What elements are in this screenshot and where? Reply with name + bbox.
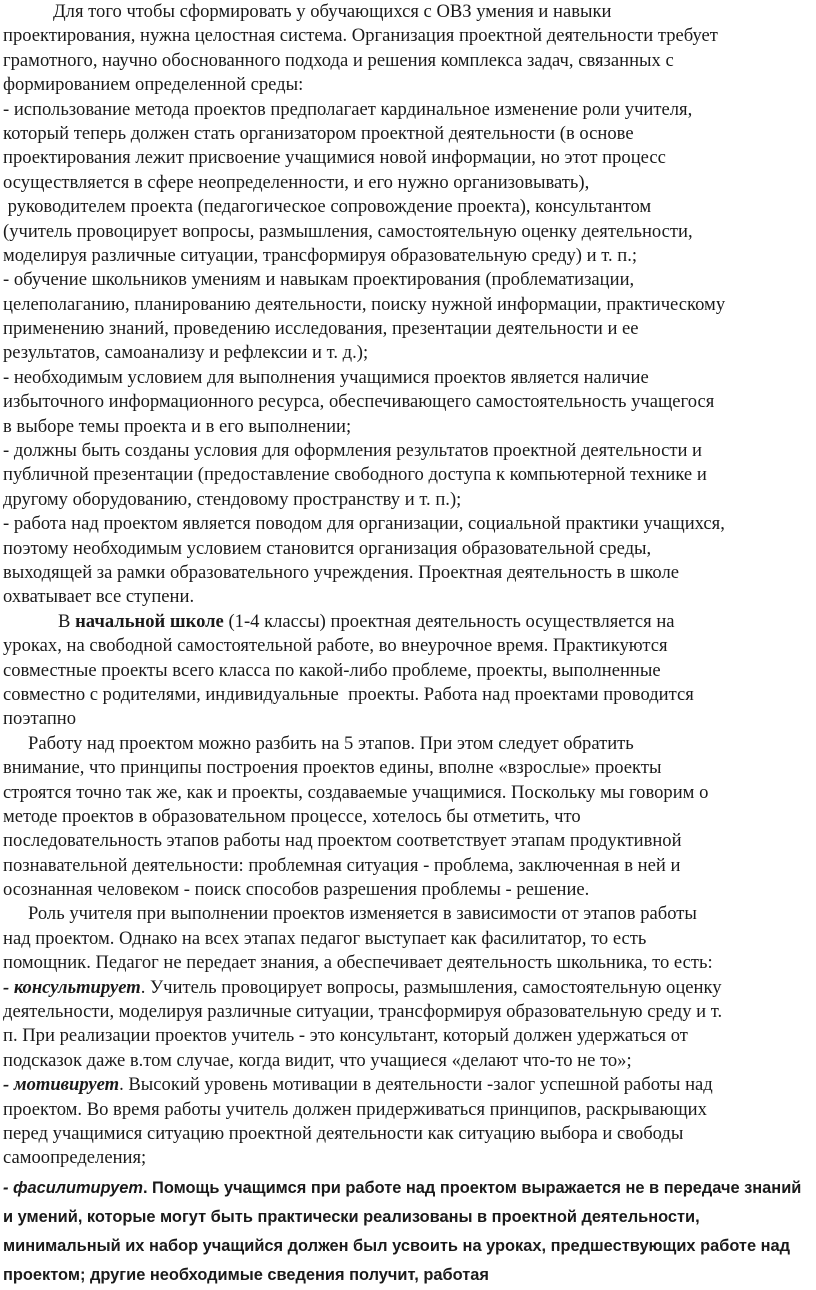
consults-term: - консультирует (3, 976, 141, 998)
text-line: публичной презентации (предоставление свободного доступа к компьютерной технике и (3, 464, 707, 486)
text-line: выходящей за рамки образовательного учреждения. Проектная деятельность в школе (3, 561, 680, 583)
text-line: совместно с родителями, индивидуальные проекты. Работа над проектами проводится (3, 683, 694, 705)
text-line: методе проектов в образовательном процессе, хотелось бы отметить, что (3, 805, 581, 827)
item-facilitates (3, 1174, 815, 1290)
text-line: - необходимым условием для выполнения учащимися проектов является наличие (3, 366, 649, 388)
document-page (3, 0, 815, 1290)
text-line: строятся точно так же, как и проекты, создаваемые учащимися. Поскольку мы говорим о (3, 781, 709, 803)
text-line: осознанная человеком - поиск способов разрешения проблемы - решение. (3, 879, 590, 901)
text-line: - использование метода проектов предполагает кардинальное изменение роли учителя, (3, 98, 693, 120)
text-line: применению знаний, проведению исследования, презентации деятельности и ее (3, 318, 639, 340)
motivates-term: - мотивирует (3, 1074, 120, 1096)
text-line (3, 1073, 815, 1097)
text-line (3, 610, 815, 634)
text-run: (1-4 классы) проектная деятельность осуществляется на (223, 610, 675, 632)
text-line: последовательность этапов работы над проектом соответствует этапам продуктивной (3, 830, 682, 852)
text-line: руководителем проекта (педагогическое сопровождение проекта), консультантом (3, 196, 652, 218)
text-run: . Учитель провоцирует вопросы, размышления, самостоятельную оценку (140, 976, 722, 998)
text-line: уроках, на свободной самостоятельной работе, во внеурочное время. Практикуются (3, 635, 668, 657)
facilitates-term: - фасилитирует (3, 1178, 143, 1197)
text-line: совместные проекты всего класса по какой-либо проблеме, проекты, выполненные (3, 659, 661, 681)
text-line: проектирования лежит присвоение учащимися новой информации, но этот процесс (3, 147, 666, 169)
text-line: (учитель провоцирует вопросы, размышления, самостоятельную оценку деятельности, (3, 220, 693, 242)
text-line: подсказок даже в.том случае, когда видит, что учащиеся «делают что-то не то»; (3, 1049, 632, 1071)
text-line: над проектом. Однако на всех этапах педагог выступает как фасилитатор, то есть (3, 927, 647, 949)
text-line: деятельности, моделируя различные ситуации, трансформируя образовательную среду и т. (3, 1001, 723, 1023)
text-line: - работа над проектом является поводом для организации, социальной практики учащихся, (3, 513, 725, 535)
text-line: Для того чтобы сформировать у обучающихся с ОВЗ умения и навыки (53, 1, 612, 22)
text-line: - должны быть созданы условия для оформления результатов проектной деятельности и (3, 440, 703, 462)
text-line: в выборе темы проекта и в его выполнении; (3, 415, 352, 437)
text-line: результатов, самоанализу и рефлексии и т. д.); (3, 342, 369, 364)
text-line: поэтапно (3, 708, 77, 730)
primary-school-term: начальной школе (75, 610, 224, 632)
text-line: Роль учителя при выполнении проектов изменяется в зависимости от этапов работы (28, 903, 697, 925)
text-line: другому оборудованию, стендовому пространству и т. п.); (3, 488, 462, 510)
text-run: . Высокий уровень мотивации в деятельности -залог успешной работы над (119, 1074, 713, 1096)
text-line (3, 976, 815, 1000)
item-consults (3, 976, 815, 1074)
text-line: грамотного, научно обоснованного подхода и решения комплекса задач, связанных с (3, 49, 674, 71)
text-line: познавательной деятельности: проблемная ситуация - проблема, заключенная в ней и (3, 854, 681, 876)
text-line: поэтому необходимым условием становится организация образовательной среды, (3, 537, 652, 559)
paragraph-primary-school (3, 610, 815, 732)
text-line: охватывает все ступени. (3, 586, 195, 608)
item-motivates (3, 1073, 815, 1171)
text-line: Работу над проектом можно разбить на 5 этапов. При этом следует обратить (28, 732, 634, 754)
text-line: - обучение школьников умениям и навыкам проектирования (проблематизации, (3, 269, 635, 291)
paragraph-intro (3, 0, 815, 610)
text-line: внимание, что принципы построения проектов едины, вполне «взрослые» проекты (3, 757, 662, 779)
text-line: самоопределения; (3, 1147, 147, 1169)
text-line: проектирования, нужна целостная система. Организация проектной деятельности требует (3, 25, 718, 47)
text-run: В (58, 610, 76, 632)
text-line: и умений, которые могут быть практически реализованы в проектной деятельности, (3, 1207, 700, 1226)
text-line (3, 1174, 815, 1203)
paragraph-teacher-role (3, 902, 815, 975)
text-line: формированием определенной среды: (3, 74, 304, 96)
text-line: проектом. Во время работы учитель должен придерживаться принципов, раскрывающих (3, 1098, 707, 1120)
text-line: п. При реализации проектов учитель - это консультант, который должен удержаться от (3, 1025, 688, 1047)
text-line: минимальный их набор учащийся должен был усвоить на уроках, предшествующих работе над (3, 1236, 791, 1255)
text-run: . Помощь учащимся при работе над проектом выражается не в передаче знаний (142, 1178, 802, 1197)
text-line: избыточного информационного ресурса, обеспечивающего самостоятельность учащегося (3, 391, 715, 413)
text-line: моделируя различные ситуации, трансформируя образовательную среду) и т. п.; (3, 244, 638, 266)
text-line: проектом; другие необходимые сведения получит, работая (3, 1265, 489, 1284)
text-line: помощник. Педагог не передает знания, а обеспечивает деятельность школьника, то есть: (3, 952, 713, 974)
text-line: осуществляется в сфере неопределенности, и его нужно организовывать), (3, 171, 590, 193)
text-line: целеполаганию, планированию деятельности, поиску нужной информации, практическому (3, 293, 726, 315)
text-line: который теперь должен стать организатором проектной деятельности (в основе (3, 122, 634, 144)
paragraph-stages (3, 732, 815, 903)
text-line: перед учащимися ситуацию проектной деятельности как ситуацию выбора и свободы (3, 1122, 684, 1144)
